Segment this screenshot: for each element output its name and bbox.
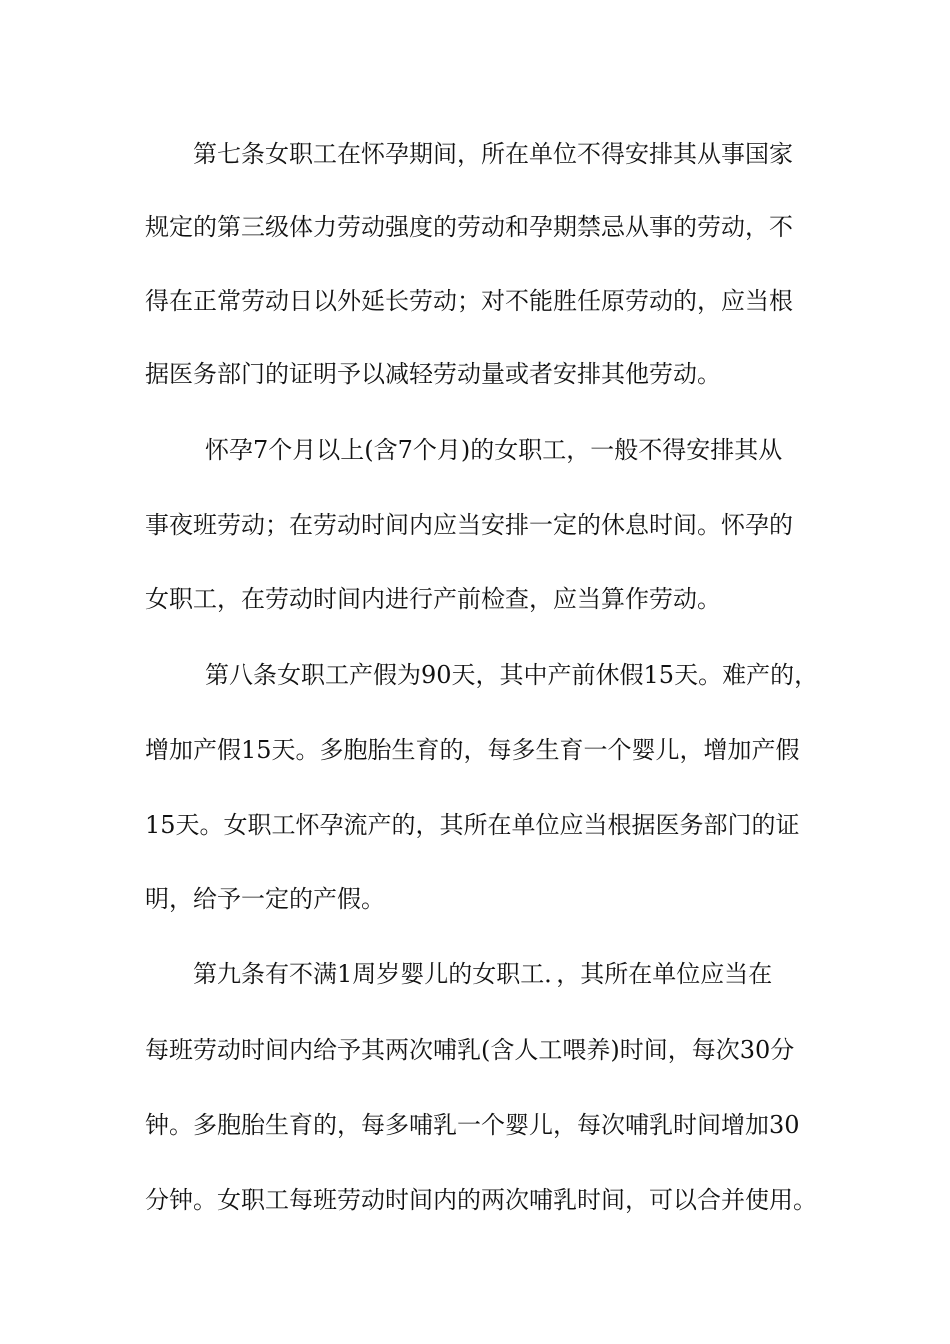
paragraph-4-line-4: 分钟。女职工每班劳动时间内的两次哺乳时间，可以合并使用。 [145,1186,817,1214]
paragraph-3-line-1: 第八条女职工产假为90天，其中产前休假15天。难产的， [205,661,819,689]
paragraph-3-line-3: 15天。女职工怀孕流产的，其所在单位应当根据医务部门的证 [145,811,800,839]
paragraph-4-line-2: 每班劳动时间内给予其两次哺乳(含人工喂养)时间，每次30分 [145,1036,795,1064]
paragraph-2-line-3: 女职工，在劳动时间内进行产前检查，应当算作劳动。 [145,585,721,613]
paragraph-3-line-2: 增加产假15天。多胞胎生育的，每多生育一个婴儿，增加产假 [145,736,800,764]
paragraph-2-line-2: 事夜班劳动；在劳动时间内应当安排一定的休息时间。怀孕的 [145,511,793,539]
paragraph-4-line-3: 钟。多胞胎生育的，每多哺乳一个婴儿，每次哺乳时间增加30 [145,1111,800,1139]
paragraph-3-line-4: 明，给予一定的产假。 [145,885,385,913]
paragraph-1-line-1: 第七条女职工在怀孕期间，所在单位不得安排其从事国家 [193,140,793,168]
paragraph-1-line-4: 据医务部门的证明予以减轻劳动量或者安排其他劳动。 [145,360,721,388]
paragraph-1-line-2: 规定的第三级体力劳动强度的劳动和孕期禁忌从事的劳动，不 [145,213,793,241]
paragraph-1-line-3: 得在正常劳动日以外延长劳动；对不能胜任原劳动的，应当根 [145,287,793,315]
paragraph-2-line-1: 怀孕7个月以上(含7个月)的女职工，一般不得安排其从 [205,436,783,464]
paragraph-4-line-1: 第九条有不满1周岁婴儿的女职工．，其所在单位应当在 [193,960,773,988]
